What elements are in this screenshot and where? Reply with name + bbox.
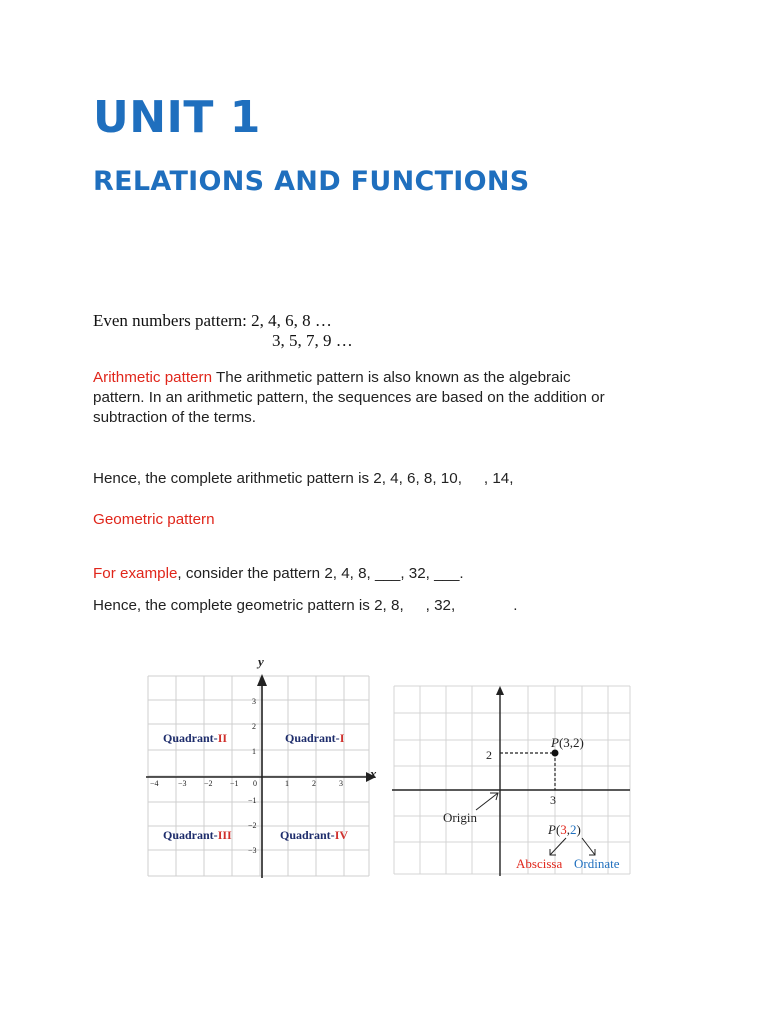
x-tick-label: 2 — [312, 779, 316, 788]
arithmetic-paragraph — [93, 368, 733, 428]
abscissa-arrow — [550, 838, 566, 855]
geometric-complete — [93, 596, 517, 616]
quadrant-3-label: Quadrant-III — [163, 828, 232, 842]
arithmetic-label: Arithmetic pattern — [93, 369, 213, 386]
example-text: , consider the pattern 2, 4, 8, ___, 32, ___. — [177, 565, 464, 582]
ordinate-label: Ordinate — [574, 856, 620, 871]
unit-heading: UNIT 1 — [93, 92, 261, 143]
y-axis-arrow-icon — [496, 686, 504, 695]
x-tick-label: −2 — [204, 779, 213, 788]
geometric-complete-text1: Hence, the complete geometric pattern is 2, 8, — [93, 597, 404, 614]
quadrants-grid — [148, 676, 369, 876]
y-tick-label: −2 — [248, 821, 257, 830]
y-axis-label: y — [258, 654, 264, 669]
y-tick-label: −1 — [248, 796, 257, 805]
y-tick-label: 2 — [486, 748, 492, 762]
arithmetic-line2: pattern. In an arithmetic pattern, the sequences are based on the addition or — [93, 389, 605, 406]
x-tick-labels — [150, 779, 343, 788]
geometric-label: Geometric pattern — [93, 511, 215, 528]
quadrant-1-label: Quadrant-I — [285, 731, 345, 745]
quadrant-2-label: Quadrant-II — [163, 731, 228, 745]
y-tick-label: 2 — [252, 722, 256, 731]
arithmetic-line3: subtraction of the terms. — [93, 409, 256, 426]
point-label: P(3,2) — [551, 735, 584, 750]
even-pattern-line2: 3, 5, 7, 9 … — [272, 331, 353, 350]
quadrant-4-label: Quadrant-IV — [280, 828, 349, 842]
point-coordinates-label: P(3,2) — [548, 822, 581, 837]
x-tick-label: 0 — [253, 779, 257, 788]
point-plot-grid — [394, 686, 630, 874]
geometric-complete-text3: . — [513, 597, 518, 614]
example-line — [93, 564, 464, 584]
x-tick-label: −4 — [150, 779, 159, 788]
origin-label: Origin — [443, 810, 477, 825]
abscissa-label: Abscissa — [516, 856, 563, 871]
point-plot-figure — [388, 680, 638, 880]
x-axis-label: x — [370, 766, 377, 781]
arithmetic-complete-text2: , 14, — [483, 470, 514, 487]
x-tick-label: 3 — [339, 779, 343, 788]
unit-title: RELATIONS AND FUNCTIONS — [93, 166, 530, 197]
y-tick-label: 1 — [252, 747, 256, 756]
x-tick-label: 1 — [285, 779, 289, 788]
geometric-complete-text2: , 32, — [425, 597, 456, 614]
x-tick-label: −3 — [178, 779, 187, 788]
point-marker — [552, 750, 559, 757]
ordinate-arrow — [582, 838, 595, 855]
quadrants-figure — [140, 650, 380, 878]
even-pattern-line1: Even numbers pattern: 2, 4, 6, 8 … — [93, 311, 332, 330]
y-tick-label: −3 — [248, 846, 257, 855]
x-tick-label: 3 — [550, 793, 556, 807]
x-tick-label: −1 — [230, 779, 239, 788]
arithmetic-complete-text1: Hence, the complete arithmetic pattern is 2, 4, 6, 8, 10, — [93, 470, 462, 487]
arithmetic-line1: The arithmetic pattern is also known as the algebraic — [212, 369, 571, 386]
origin-arrow — [476, 793, 498, 810]
arithmetic-complete — [93, 469, 513, 489]
example-label: For example — [93, 565, 178, 582]
y-tick-label: 3 — [252, 697, 256, 706]
